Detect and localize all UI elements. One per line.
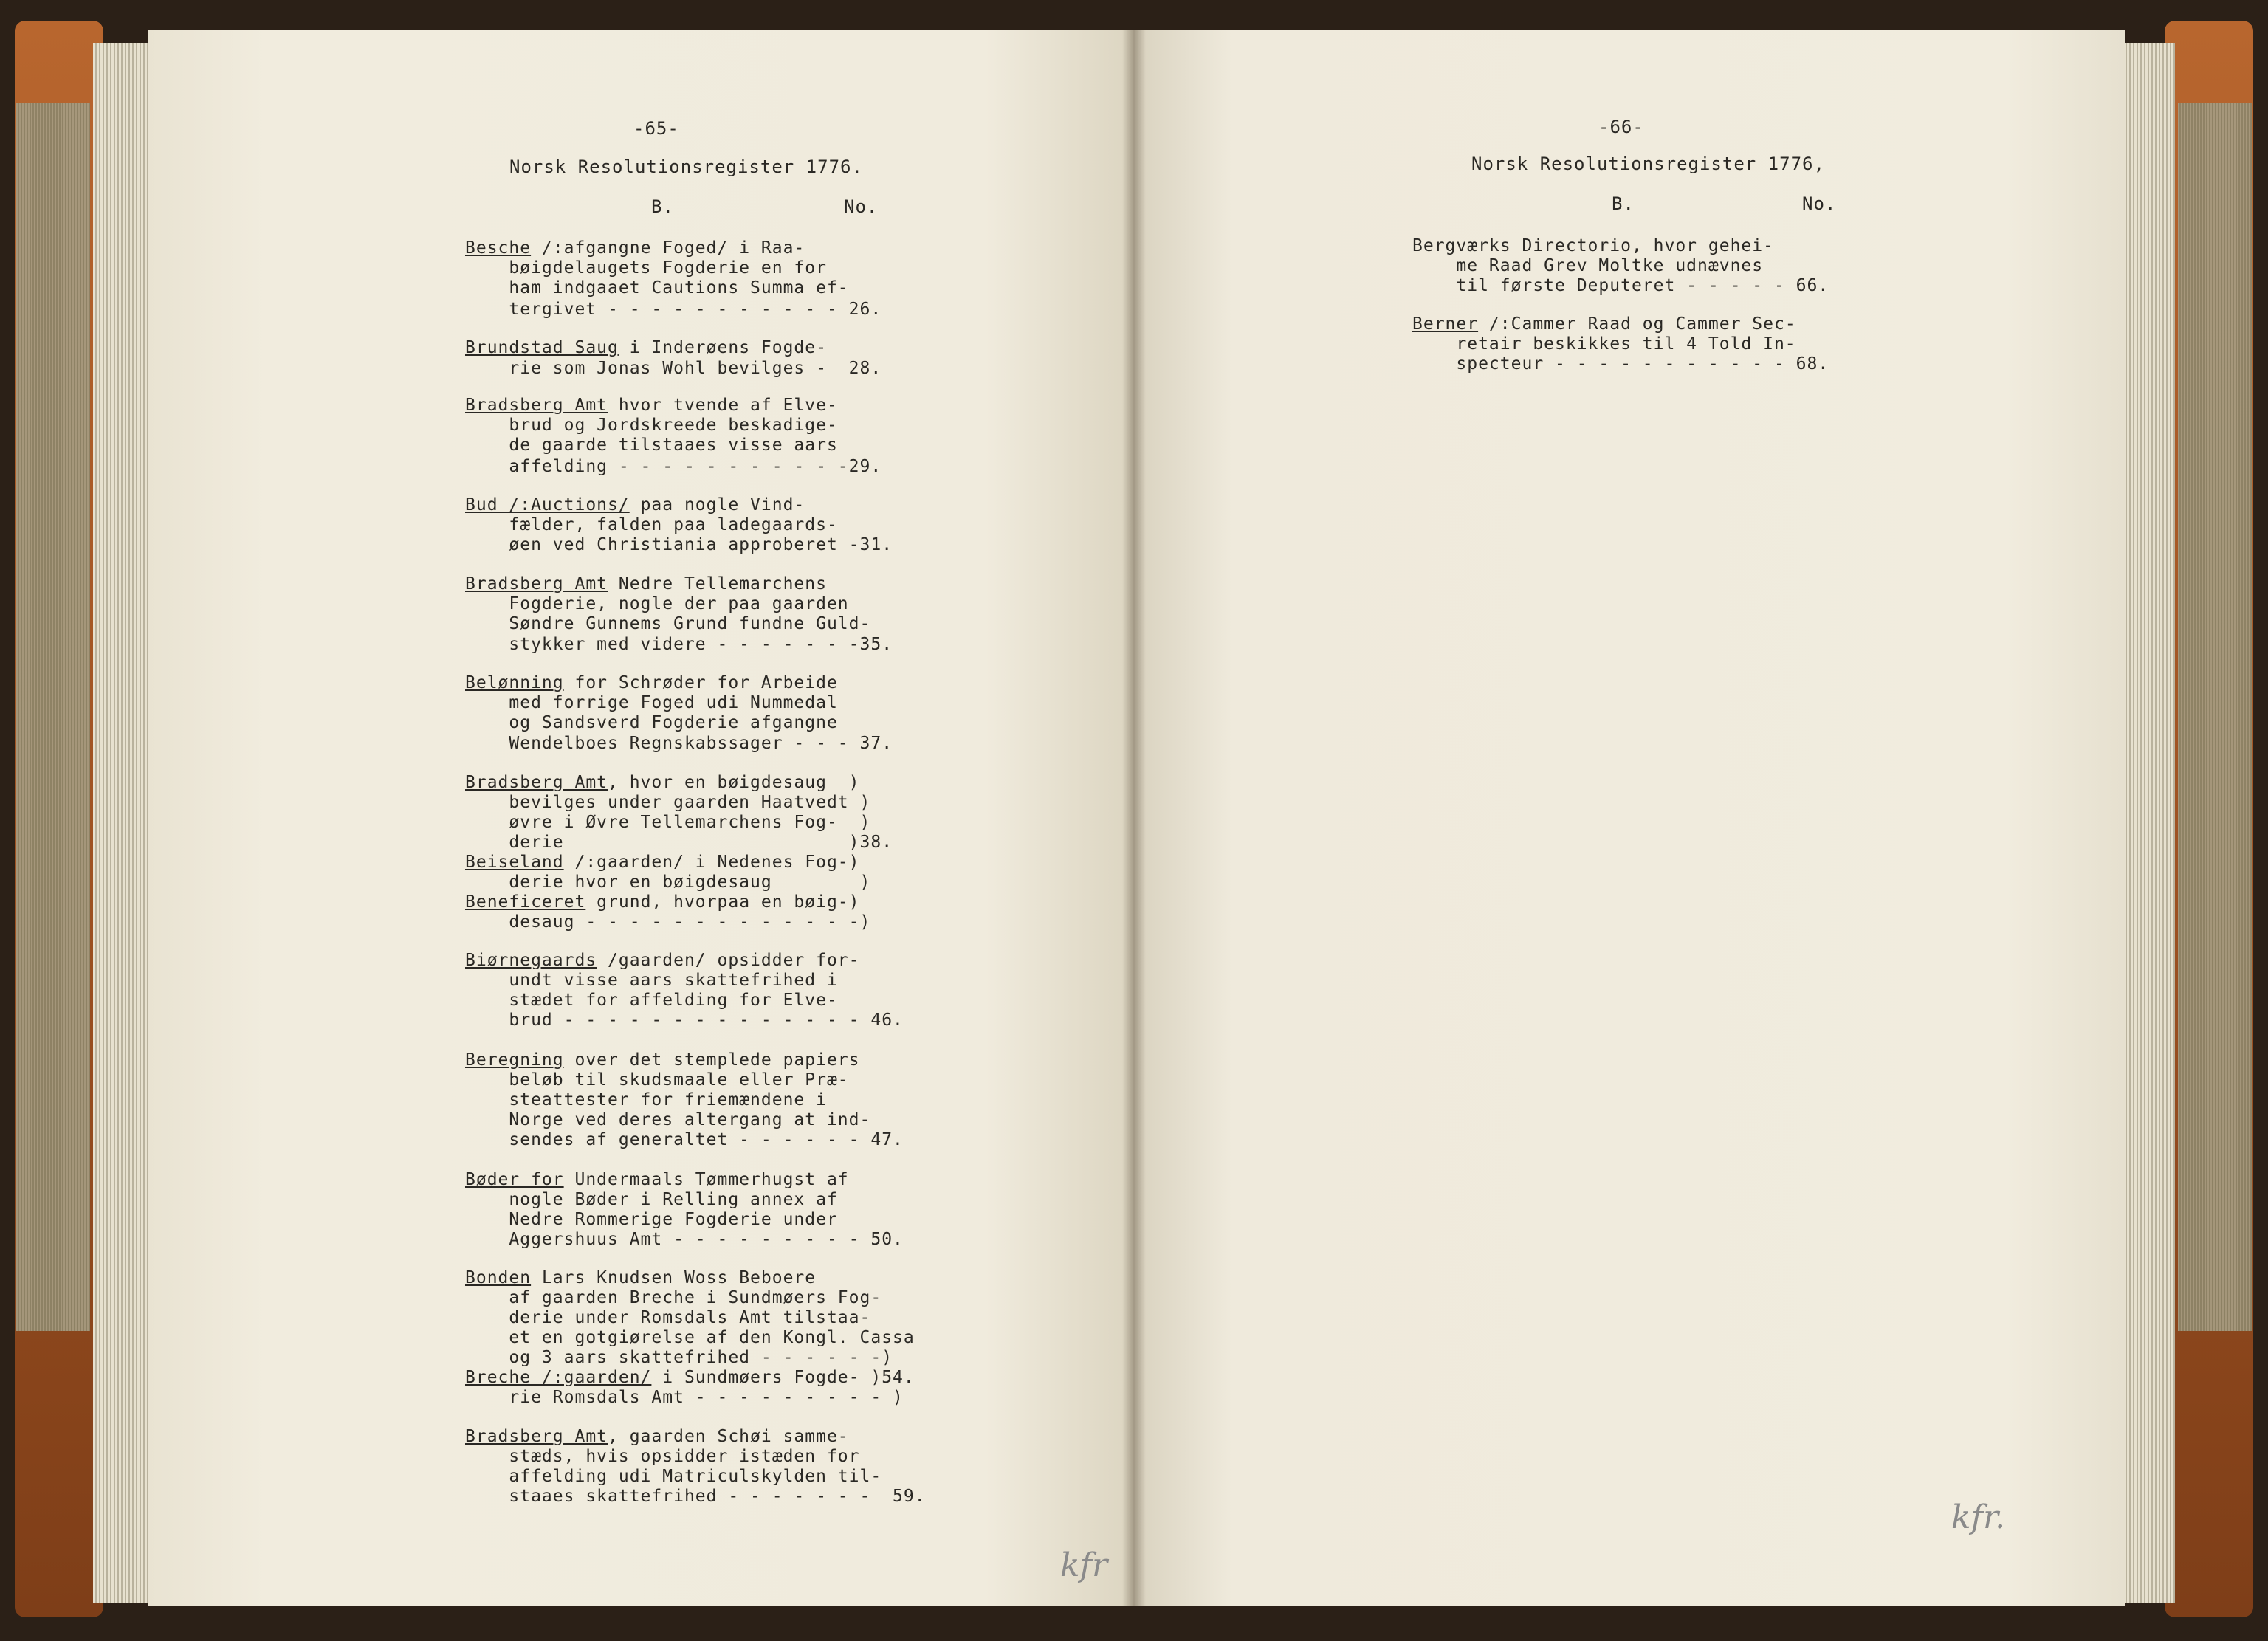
index-entry-line: undt visse aars skattefrihed i [465, 971, 838, 990]
index-entry-line: øvre i Øvre Tellemarchens Fog- ) [465, 813, 871, 832]
index-entry-line: Bradsberg Amt, gaarden Schøi samme- [465, 1427, 849, 1446]
index-entry-line: til første Deputeret - - - - - 66. [1412, 276, 1829, 295]
index-entry-line: rie Romsdals Amt - - - - - - - - - ) [465, 1388, 904, 1407]
index-entry-line: de gaarde tilstaaes visse aars [465, 436, 838, 455]
index-entry-line: Bradsberg Amt hvor tvende af Elve- [465, 396, 838, 415]
spine-cloth-left [16, 103, 90, 1331]
index-entry-line: steattester for friemændene i [465, 1090, 827, 1110]
index-entry-line: Søndre Gunnems Grund fundne Guld- [465, 614, 871, 633]
left-page [148, 30, 1133, 1606]
underlined-heading: Bradsberg Amt [465, 773, 608, 792]
index-entry-line: derie hvor en bøigdesaug ) [465, 873, 871, 892]
right-page [1133, 30, 2125, 1606]
index-entry-line: Norge ved deres altergang at ind- [465, 1110, 871, 1129]
underlined-heading: Beregning [465, 1050, 564, 1070]
index-entry-line: Breche /:gaarden/ i Sundmøers Fogde- )54. [465, 1368, 915, 1387]
number-column-label: No. [1802, 193, 1837, 214]
index-entry-line: rie som Jonas Wohl bevilges - 28. [465, 359, 882, 378]
handwritten-note: kfr [1060, 1547, 1107, 1584]
index-entry-line: beløb til skudsmaale eller Præ- [465, 1070, 849, 1090]
index-entry-line: bøigdelaugets Fogderie en for [465, 258, 827, 278]
index-entry-line: Brundstad Saug i Inderøens Fogde- [465, 338, 827, 357]
underlined-heading: Bud /:Auctions/ [465, 495, 630, 515]
index-entry-line: tergivet - - - - - - - - - - - 26. [465, 300, 882, 319]
page-edges-right [2116, 43, 2175, 1603]
index-entry-line: brud - - - - - - - - - - - - - - 46. [465, 1011, 904, 1030]
index-entry-line: staaes skattefrihed - - - - - - - 59. [465, 1487, 926, 1506]
underlined-heading: Bonden [465, 1268, 532, 1287]
index-entry-line: Wendelboes Regnskabssager - - - 37. [465, 734, 893, 753]
index-entry-line: desaug - - - - - - - - - - - - -) [465, 912, 871, 932]
index-entry-line: et en gotgiørelse af den Kongl. Cassa [465, 1328, 915, 1347]
index-entry-line: stykker med videre - - - - - - -35. [465, 635, 893, 654]
index-entry-line: Bud /:Auctions/ paa nogle Vind- [465, 495, 805, 515]
index-entry-line: Beiseland /:gaarden/ i Nedenes Fog-) [465, 853, 860, 872]
index-entry-line: retair beskikkes til 4 Told In- [1412, 334, 1796, 354]
underlined-heading: Brundstad Saug [465, 338, 619, 357]
index-entry-line: med forrige Foged udi Nummedal [465, 693, 838, 712]
register-title: Norsk Resolutionsregister 1776, [1471, 154, 1825, 174]
index-entry-line: derie )38. [465, 833, 893, 852]
handwritten-note: kfr. [1951, 1499, 2006, 1536]
index-entry-line: fælder, falden paa ladegaards- [465, 515, 838, 534]
index-entry-line: Biørnegaards /gaarden/ opsidder for- [465, 951, 860, 970]
index-entry-line: Nedre Rommerige Fogderie under [465, 1210, 838, 1229]
index-entry-line: derie under Romsdals Amt tilstaa- [465, 1308, 871, 1327]
index-entry-line: affelding udi Matriculskylden til- [465, 1467, 882, 1486]
underlined-heading: Biørnegaards [465, 951, 597, 970]
index-entry-line: Bøder for Undermaals Tømmerhugst af [465, 1170, 849, 1189]
index-entry-line: nogle Bøder i Relling annex af [465, 1190, 838, 1209]
underlined-heading: Bøder for [465, 1170, 564, 1189]
index-entry-line: Aggershuus Amt - - - - - - - - - 50. [465, 1230, 904, 1249]
index-entry-line: Bonden Lars Knudsen Woss Beboere [465, 1268, 817, 1287]
index-entry-line: Beregning over det stemplede papiers [465, 1050, 860, 1070]
underlined-heading: Bradsberg Amt [465, 396, 608, 415]
index-entry-line: me Raad Grev Moltke udnævnes [1412, 256, 1764, 275]
index-entry-line: Bradsberg Amt, hvor en bøigdesaug ) [465, 773, 860, 792]
index-entry-line: affelding - - - - - - - - - - -29. [465, 457, 882, 476]
page-edges-left [93, 43, 152, 1603]
index-entry-line: bevilges under gaarden Haatvedt ) [465, 793, 871, 812]
underlined-heading: Bradsberg Amt [465, 1427, 608, 1446]
index-entry-line: og Sandsverd Fogderie afgangne [465, 713, 838, 732]
index-entry-line: Belønning for Schrøder for Arbeide [465, 673, 838, 692]
spine-cloth-right [2178, 103, 2252, 1331]
underlined-heading: Beiseland [465, 853, 564, 872]
index-entry-line: Berner /:Cammer Raad og Cammer Sec- [1412, 314, 1796, 334]
index-entry-line: Beneficeret grund, hvorpaa en bøig-) [465, 892, 860, 912]
page-number: -65- [633, 118, 679, 139]
index-entry-line: specteur - - - - - - - - - - - 68. [1412, 354, 1829, 374]
page-number: -66- [1598, 117, 1644, 137]
underlined-heading: Besche [465, 238, 532, 258]
underlined-heading: Belønning [465, 673, 564, 692]
index-entry-line: Fogderie, nogle der paa gaarden [465, 594, 849, 613]
index-entry-line: Bradsberg Amt Nedre Tellemarchens [465, 574, 827, 594]
index-entry-line: af gaarden Breche i Sundmøers Fog- [465, 1288, 882, 1307]
underlined-heading: Berner [1412, 314, 1479, 334]
section-letter: B. [1612, 193, 1635, 214]
book-gutter [1122, 30, 1146, 1606]
underlined-heading: Breche /:gaarden/ [465, 1368, 652, 1387]
number-column-label: No. [844, 196, 879, 217]
index-entry-line: øen ved Christiania approberet -31. [465, 535, 893, 554]
section-letter: B. [651, 196, 674, 217]
index-entry-line: sendes af generaltet - - - - - - 47. [465, 1130, 904, 1149]
index-entry-line: og 3 aars skattefrihed - - - - - -) [465, 1348, 893, 1367]
index-entry-line: Bergværks Directorio, hvor gehei- [1412, 236, 1774, 255]
underlined-heading: Beneficeret [465, 892, 586, 912]
underlined-heading: Bradsberg Amt [465, 574, 608, 594]
index-entry-line: brud og Jordskreede beskadige- [465, 416, 838, 435]
index-entry-line: Besche /:afgangne Foged/ i Raa- [465, 238, 805, 258]
index-entry-line: stædet for affelding for Elve- [465, 991, 838, 1010]
register-title: Norsk Resolutionsregister 1776. [509, 156, 863, 177]
index-entry-line: stæds, hvis opsidder istæden for [465, 1447, 860, 1466]
index-entry-line: ham indgaaet Cautions Summa ef- [465, 278, 849, 297]
